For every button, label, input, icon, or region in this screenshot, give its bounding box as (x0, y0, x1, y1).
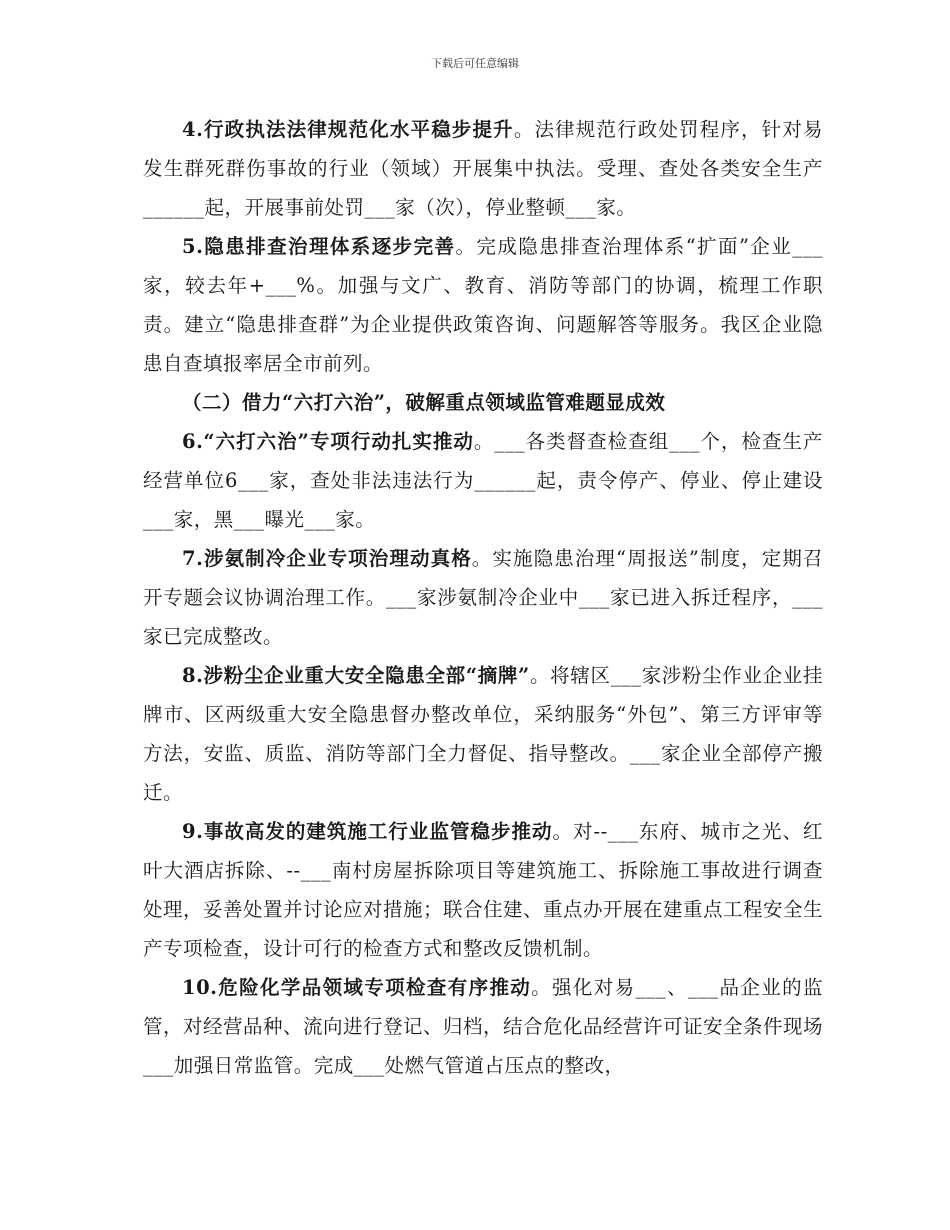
paragraph-9 (143, 812, 823, 968)
paragraph-6 (143, 422, 823, 539)
document-body (143, 110, 823, 1085)
paragraph-4 (143, 110, 823, 227)
paragraph-5 (143, 227, 823, 383)
paragraph-title: 10.危险化学品领域专项检查有序推动 (182, 976, 532, 999)
paragraph-7 (143, 539, 823, 656)
paragraph-title: 9.事故高发的建筑施工行业监管稳步推动 (182, 820, 553, 843)
section-heading: （二）借力“六打六治”，破解重点领域监管难题显成效 (182, 391, 666, 414)
paragraph-title: 7.涉氨制冷企业专项治理动真格 (182, 547, 472, 570)
paragraph-title: 6.“六打六治”专项行动扎实推动 (182, 430, 474, 453)
paragraph-body: 。完成隐患排查治理体系“扩面”企业___家，较去年+___%。加强与文广、教育、消防等部门的协调，梳理工作职责。建立“隐患排查群”为企业提供政策咨询、问题解答等服务。我区企业隐患自查填报率居全市前列。 (143, 235, 823, 375)
paragraph-8 (143, 656, 823, 812)
paragraph-10 (143, 968, 823, 1085)
paragraph-title: 4.行政执法法律规范化水平稳步提升 (182, 118, 514, 141)
paragraph-body: 。实施隐患治理“周报送”制度，定期召开专题会议协调治理工作。___家涉氨制冷企业中___家已进入拆迁程序，___家已完成整改。 (143, 547, 823, 648)
page-header: 下载后可任意编辑 (431, 57, 519, 70)
paragraph-body: 。将辖区___家涉粉尘作业企业挂牌市、区两级重大安全隐患督办整改单位，采纳服务“外包”、第三方评审等方法，安监、质监、消防等部门全力督促、指导整改。___家企业全部停产搬迁。 (143, 664, 823, 804)
paragraph-body: 。法律规范行政处罚程序，针对易发生群死群伤事故的行业（领域）开展集中执法。受理、查处各类安全生产______起，开展事前处罚___家（次），停业整顿___家。 (143, 118, 823, 219)
paragraph-body: 。对--___东府、城市之光、红叶大酒店拆除、--___南村房屋拆除项目等建筑施工、拆除施工事故进行调查处理，妥善处置并讨论应对措施；联合住建、重点办开展在建重点工程安全生产专项检查，设计可行的检查方式和整改反馈机制。 (143, 820, 824, 960)
paragraph-body: 。___各类督查检查组___个，检查生产经营单位6___家，查处非法违法行为______起，责令停产、停业、停止建设___家，黑___曝光___家。 (143, 430, 823, 531)
paragraph-body: 。强化对易___、___品企业的监管，对经营品种、流向进行登记、归档，结合危化品经营许可证安全条件现场___加强日常监管。完成___处燃气管道占压点的整改， (143, 976, 824, 1077)
paragraph-title: 8.涉粉尘企业重大安全隐患全部“摘牌” (182, 664, 530, 687)
paragraph-title: 5.隐患排查治理体系逐步完善 (182, 235, 456, 258)
